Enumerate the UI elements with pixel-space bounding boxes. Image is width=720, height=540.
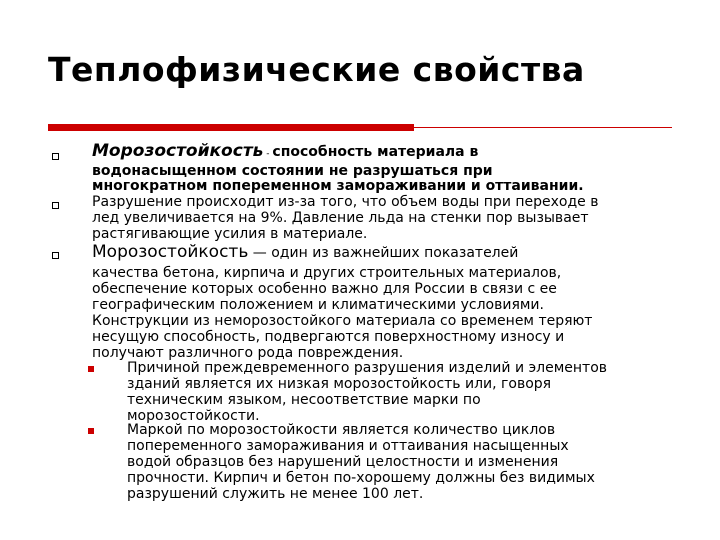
p3-line-3: географическим положением и климатическими условиями. xyxy=(92,297,544,313)
p2-line-1: Разрушение происходит из-за того, что объем воды при переходе в xyxy=(92,194,599,210)
p3-line-5: несущую способность, подвергаются поверхностному износу и xyxy=(92,329,565,345)
sub1-line-1: Причиной преждевременного разрушения изделий и элементов xyxy=(127,360,608,376)
slide-title: Теплофизические свойства xyxy=(48,50,585,89)
sub1-line-3: техническим языком, несоответствие марки по xyxy=(127,392,481,408)
p3-line-4: Конструкции из неморозостойкого материала со временем теряют xyxy=(92,313,593,329)
bullet-3 xyxy=(52,252,59,259)
p3-term: Морозостойкость xyxy=(92,242,249,262)
p1-first-line xyxy=(92,143,478,162)
p3-lead: — один из важнейших показателей xyxy=(248,245,519,261)
p3-first-line xyxy=(92,244,518,261)
p3-line-6: получают различного рода повреждения. xyxy=(92,345,404,361)
p1-term: Морозостойкость xyxy=(92,141,264,161)
sub2-line-5: разрушений служить не менее 100 лет. xyxy=(127,486,424,502)
p2-line-3: растягивающие усилия в материале. xyxy=(92,226,368,242)
sub2-line-1: Маркой по морозостойкости является количество циклов xyxy=(127,422,556,438)
p3-line-2: обеспечение которых особенно важно для России в связи с ее xyxy=(92,281,557,297)
p1-line-2: водонасыщенном состоянии не разрушаться при xyxy=(92,163,493,179)
sub2-line-2: попеременного замораживания и оттаивания насыщенных xyxy=(127,438,569,454)
sub1-line-4: морозостойкости. xyxy=(127,408,260,424)
sub1-line-2: зданий является их низкая морозостойкость или, говоря xyxy=(127,376,552,392)
p3-line-1: качества бетона, кирпича и других строительных материалов, xyxy=(92,265,562,281)
p1-line-1: способность материала в xyxy=(272,144,479,160)
title-accent-line xyxy=(414,127,672,128)
sub2-line-3: водой образцов без нарушений целостности и изменения xyxy=(127,454,559,470)
p2-line-2: лед увеличивается на 9%. Давление льда на стенки пор вызывает xyxy=(92,210,589,226)
sub-bullet-1 xyxy=(88,366,94,372)
sub2-line-4: прочности. Кирпич и бетон по-хорошему должны без видимых xyxy=(127,470,595,486)
bullet-2 xyxy=(52,202,59,209)
title-accent-bar xyxy=(48,124,414,131)
sub-bullet-2 xyxy=(88,428,94,434)
p1-dash: - xyxy=(263,149,273,159)
p1-line-3: многократном попеременном замораживании и оттаивании. xyxy=(92,178,584,194)
bullet-1 xyxy=(52,153,59,160)
